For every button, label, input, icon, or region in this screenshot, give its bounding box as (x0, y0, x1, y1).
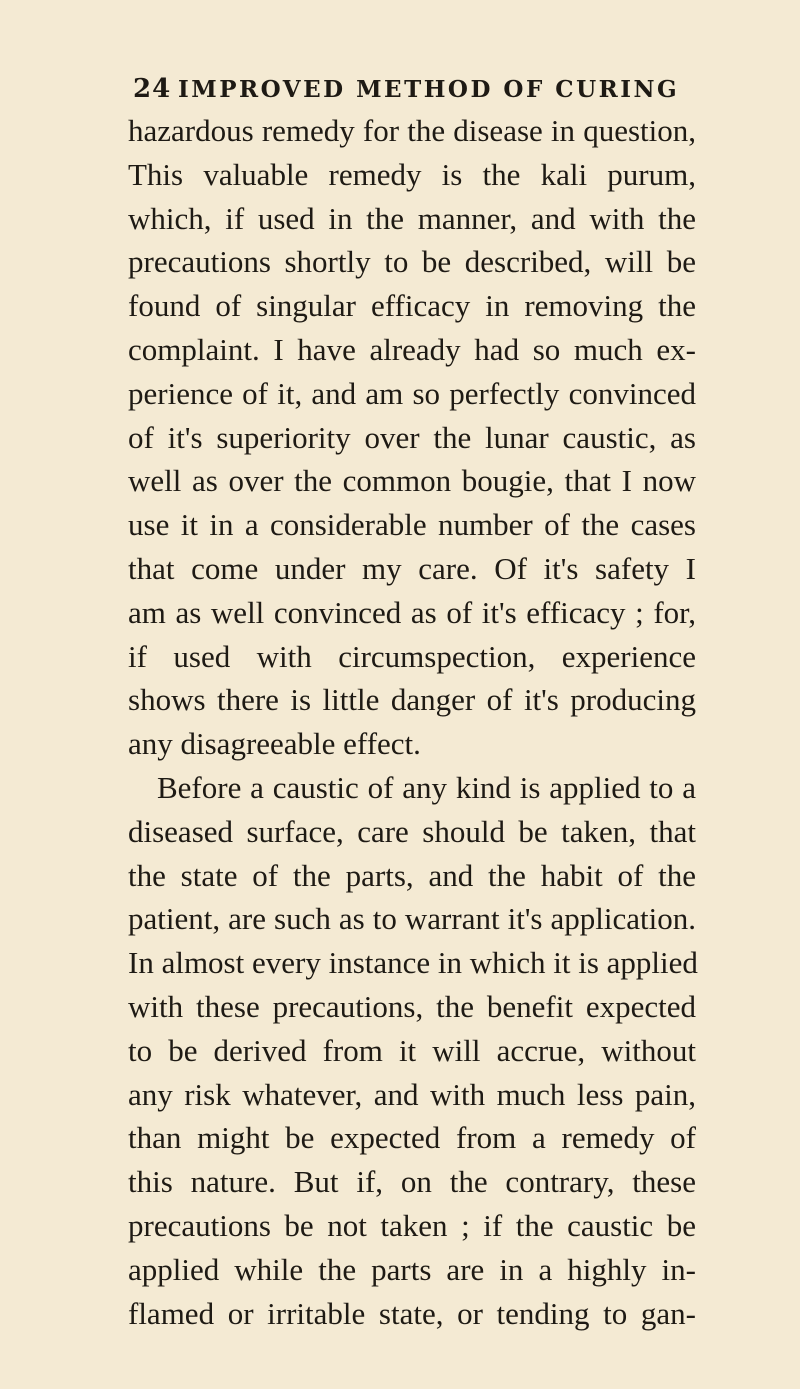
text-line: precautions be not taken ; if the caustic be (128, 1207, 696, 1243)
paragraph-start-line: Before a caustic of any kind is applied to a (157, 769, 696, 805)
text-line: if used with circumspection, experience (128, 638, 696, 674)
text-line: hazardous remedy for the disease in question, (128, 113, 696, 148)
text-line: flamed or irritable state, or tending to gan- (128, 1295, 696, 1331)
text-line: shows there is little danger of it's producing (128, 682, 696, 718)
text-line: the state of the parts, and the habit of the (128, 857, 696, 893)
text-line: any risk whatever, and with much less pain, (128, 1076, 696, 1112)
text-line: applied while the parts are in a highly in- (128, 1251, 696, 1287)
page-number: 24 (133, 74, 172, 104)
text-line: precautions shortly to be described, will be (128, 244, 696, 280)
text-line: this nature. But if, on the contrary, these (128, 1164, 696, 1200)
running-head: IMPROVED METHOD OF CURING (178, 76, 680, 103)
paragraph-end-line: any disagreeable effect. (128, 726, 421, 762)
text-line: than might be expected from a remedy of (128, 1120, 696, 1156)
text-line: This valuable remedy is the kali purum, (128, 156, 696, 192)
text-line: that come under my care. Of it's safety I (128, 550, 696, 586)
text-line: well as over the common bougie, that I now (128, 463, 696, 499)
text-line: complaint. I have already had so much ex- (128, 331, 696, 367)
page-header (133, 74, 693, 114)
text-line: which, if used in the manner, and with the (128, 200, 696, 236)
text-line: patient, are such as to warrant it's application. (128, 901, 696, 937)
text-line: use it in a considerable number of the cases (128, 507, 696, 543)
text-line: perience of it, and am so perfectly convinced (128, 375, 696, 411)
text-line: found of singular efficacy in removing the (128, 288, 696, 324)
text-line: with these precautions, the benefit expected (128, 988, 696, 1024)
text-line: of it's superiority over the lunar caustic, as (128, 419, 696, 455)
text-line: to be derived from it will accrue, without (128, 1032, 696, 1068)
text-line: am as well convinced as of it's efficacy ; for, (128, 594, 696, 630)
body-text (128, 109, 696, 1335)
text-line: In almost every instance in which it is applied (128, 945, 698, 981)
text-line: diseased surface, care should be taken, that (128, 813, 696, 849)
